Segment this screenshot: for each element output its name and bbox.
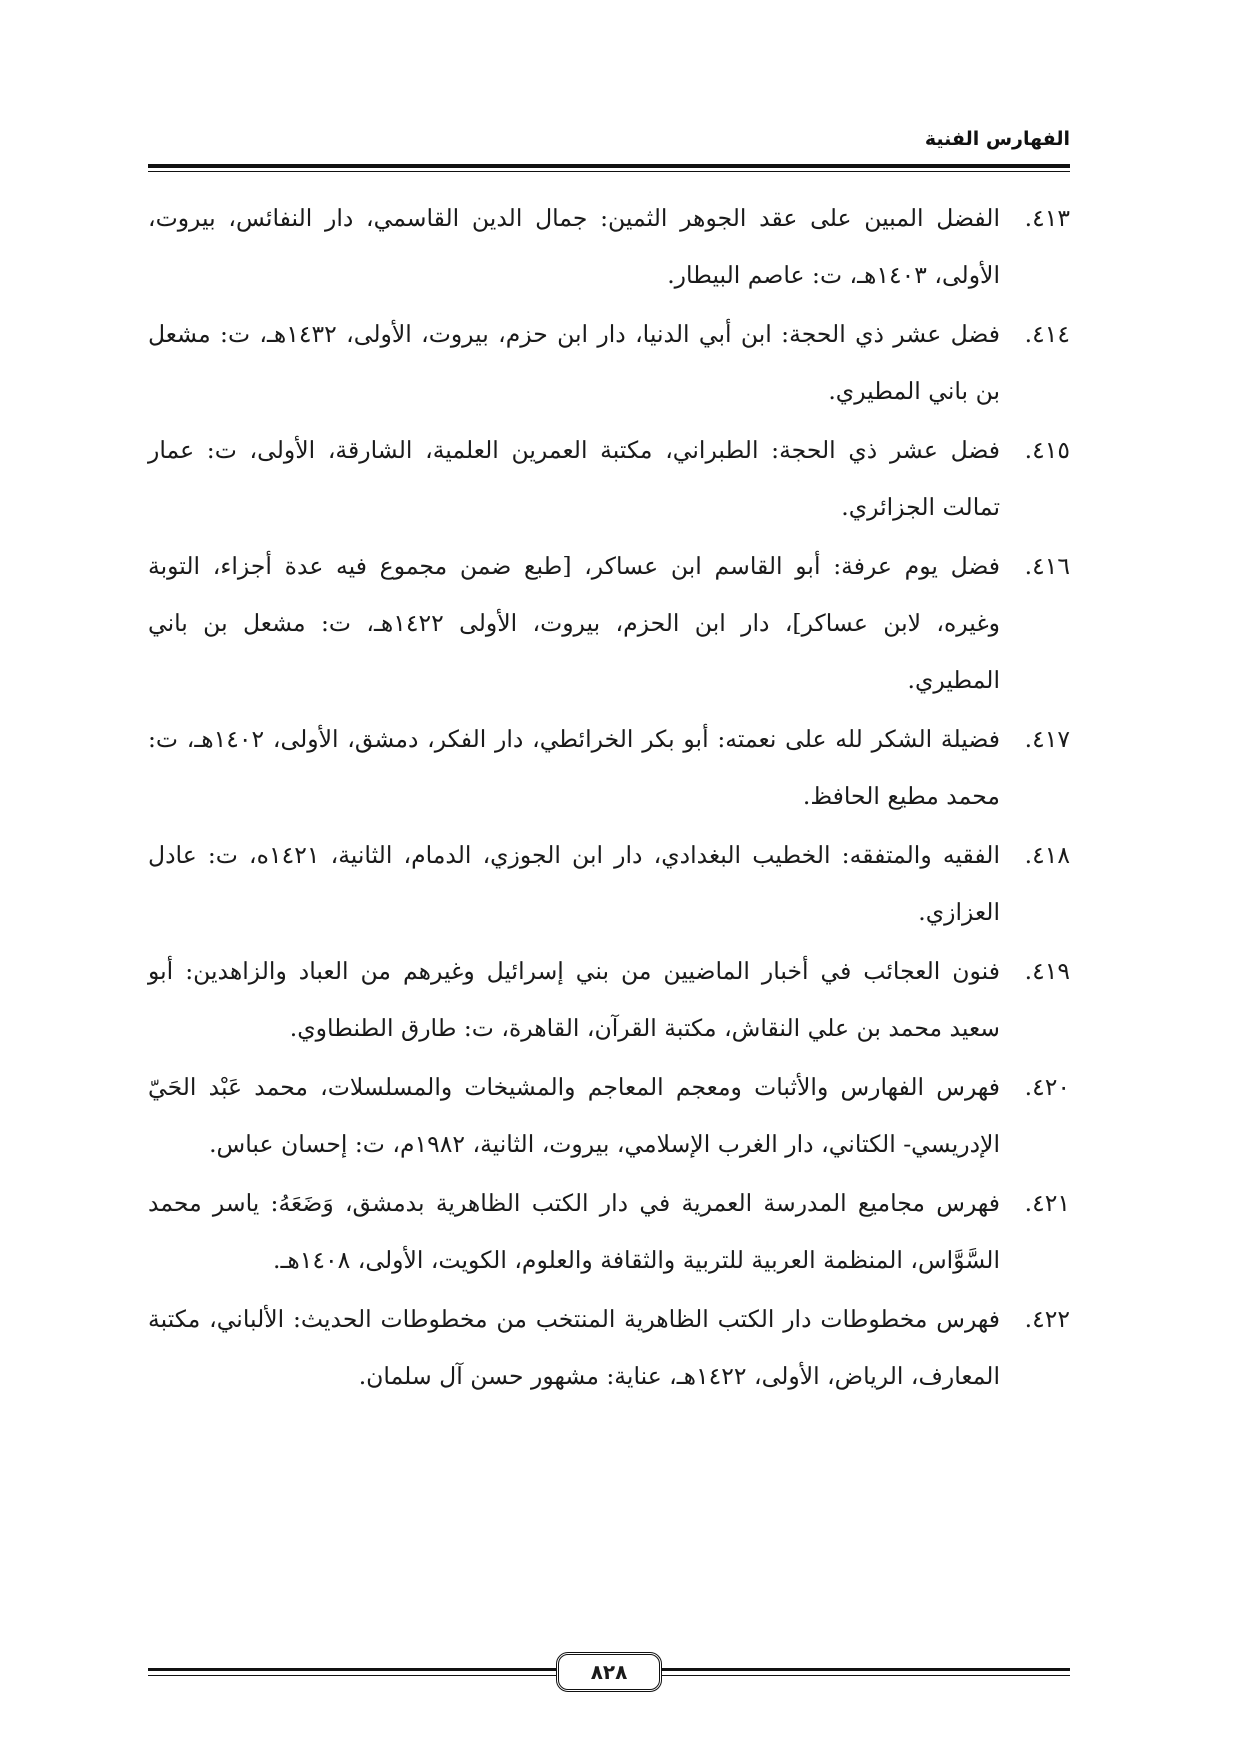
entry-text: فهرس مخطوطات دار الكتب الظاهرية المنتخب من مخطوطات الحديث: الألباني، مكتبة المعارف، الرياض، الأولى، ١٤٢٢هـ، عناية: مشهور حسن آل سلمان. <box>148 1305 1000 1390</box>
bibliography-entry-417 <box>148 711 1070 825</box>
entry-text: فضيلة الشكر لله على نعمته: أبو بكر الخرائطي، دار الفكر، دمشق، الأولى، ١٤٠٢هـ، ت: محمد مطيع الحافظ. <box>148 725 1001 810</box>
page-footer <box>148 1650 1070 1696</box>
entry-number: ٤١٨. <box>1024 841 1070 869</box>
bibliography-list <box>148 190 1070 1407</box>
entry-text: فضل عشر ذي الحجة: ابن أبي الدنيا، دار ابن حزم، بيروت، الأولى، ١٤٣٢هـ، ت: مشعل بن باني المطيري. <box>148 320 1000 405</box>
entry-number: ٤١٤. <box>1024 320 1070 348</box>
document-page <box>148 0 1070 1754</box>
bibliography-entry-422 <box>148 1291 1070 1405</box>
bibliography-entry-414 <box>148 306 1070 420</box>
entry-number: ٤٢٠. <box>1024 1073 1070 1101</box>
bibliography-entry-416 <box>148 538 1070 709</box>
page-number: ٨٢٨ <box>556 1652 662 1692</box>
entry-number: ٤١٥. <box>1024 436 1070 464</box>
entry-number: ٤١٣. <box>1024 204 1070 232</box>
entry-text: فهرس الفهارس والأثبات ومعجم المعاجم والمشيخات والمسلسلات، محمد عَبْد الحَيّ الإدريسي- الكتاني، دار الغرب الإسلامي، بيروت، الثانية، ١٩٨٢م، ت: إحسان عباس. <box>148 1073 1000 1158</box>
bibliography-entry-413 <box>148 190 1070 304</box>
entry-text: الفضل المبين على عقد الجوهر الثمين: جمال الدين القاسمي، دار النفائس، بيروت، الأولى، ١٤٠٣هـ، ت: عاصم البيطار. <box>148 204 1000 289</box>
bibliography-entry-418 <box>148 827 1070 941</box>
header-rule-thin <box>148 171 1070 172</box>
entry-text: فنون العجائب في أخبار الماضيين من بني إسرائيل وغيرهم من العباد والزاهدين: أبو سعيد محمد بن علي النقاش، مكتبة القرآن، القاهرة، ت: طارق الطنطاوي. <box>148 957 1000 1042</box>
bibliography-entry-419 <box>148 943 1070 1057</box>
entry-text: فهرس مجاميع المدرسة العمرية في دار الكتب الظاهرية بدمشق، وَضَعَهُ: ياسر محمد السَّوَّاس، المنظمة العربية للتربية والثقافة والعلوم، الكويت، الأولى، ١٤٠٨هـ. <box>148 1189 1000 1274</box>
bibliography-entry-421 <box>148 1175 1070 1289</box>
entry-text: الفقيه والمتفقه: الخطيب البغدادي، دار ابن الجوزي، الدمام، الثانية، ١٤٢١ه، ت: عادل العزازي. <box>148 841 1000 926</box>
entry-number: ٤٢١. <box>1024 1189 1070 1217</box>
bibliography-entry-415 <box>148 422 1070 536</box>
entry-number: ٤١٦. <box>1024 552 1070 580</box>
entry-number: ٤٢٢. <box>1024 1305 1070 1333</box>
entry-text: فضل يوم عرفة: أبو القاسم ابن عساكر، [طبع ضمن مجموع فيه عدة أجزاء، التوبة وغيره، لابن عساكر]، دار ابن الحزم، بيروت، الأولى ١٤٢٢هـ، ت: مشعل بن باني المطيري. <box>148 552 1000 694</box>
running-header-title: الفهارس الفنية <box>924 128 1070 150</box>
bibliography-entry-420 <box>148 1059 1070 1173</box>
entry-number: ٤١٩. <box>1024 957 1070 985</box>
entry-number: ٤١٧. <box>1024 725 1070 753</box>
header-rule-thick <box>148 164 1070 168</box>
entry-text: فضل عشر ذي الحجة: الطبراني، مكتبة العمرين العلمية، الشارقة، الأولى، ت: عمار تمالت الجزائري. <box>148 436 1000 521</box>
